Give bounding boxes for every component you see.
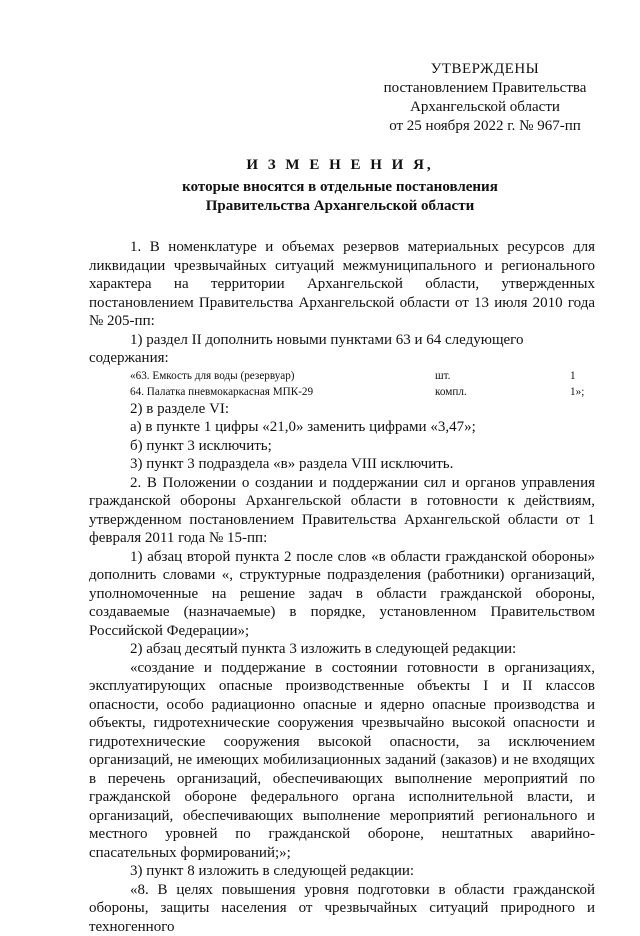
approval-title: УТВЕРЖДЕНЫ	[370, 60, 600, 79]
table-cell-unit: шт.	[435, 368, 570, 384]
approval-line: постановлением Правительства	[370, 79, 600, 98]
paragraph: 1) раздел II дополнить новыми пунктами 63 и 64 следующего содержания:	[89, 331, 595, 368]
resource-table	[89, 368, 595, 400]
paragraph: 3) пункт 8 изложить в следующей редакции:	[89, 862, 595, 881]
paragraph: 2) абзац десятый пункта 3 изложить в следующей редакции:	[89, 640, 595, 659]
table-cell-name: «63. Емкость для воды (резервуар)	[130, 368, 435, 384]
table-cell-name: 64. Палатка пневмокаркасная МПК-29	[130, 384, 435, 400]
quoted-paragraph: «8. В целях повышения уровня подготовки в области гражданской обороны, защиты населения от чрезвычайных ситуаций природного и техногенного	[89, 881, 595, 936]
paragraph: а) в пункте 1 цифры «21,0» заменить цифрами «3,47»;	[89, 418, 595, 437]
table-row	[89, 384, 595, 400]
approval-date: от 25 ноября 2022 г. № 967-пп	[370, 117, 600, 136]
document-body	[89, 238, 595, 936]
quoted-paragraph: «создание и поддержание в состоянии готовности в организациях, эксплуатирующих опасные производственные объекты I и II классов опасности, особо радиационно опасные и ядерно опасные производства и объекты, гидротехнические сооружения чрезвычайно высокой опасности и гидротехнические сооружения высокой опасности, за исключением организаций, не имеющих мобилизационных заданий (заказов) и не входящих в перечень организаций, обеспечивающих выполнение мероприятий по гражданской обороне федерального органа исполнительной власти, и организаций, обеспечивающих выполнение мероприятий регионального и местного уровней по гражданской обороне, нештатных аварийно-спасательных формирований;»;	[89, 659, 595, 863]
approval-block	[370, 60, 600, 136]
paragraph: 1. В номенклатуре и объемах резервов материальных ресурсов для ликвидации чрезвычайных ситуаций межмуниципального и регионального характера на территории Архангельской области, утвержденных постановлением Правительства Архангельской области от 13 июля 2010 года № 205-пп:	[89, 238, 595, 331]
paragraph: 3) пункт 3 подраздела «в» раздела VIII исключить.	[89, 455, 595, 474]
paragraph: 2) в разделе VI:	[89, 400, 595, 419]
document-title: И З М Е Н Е Н И Я,	[60, 157, 620, 174]
table-cell-qty: 1»;	[570, 384, 595, 400]
subtitle-line: которые вносятся в отдельные постановления	[60, 178, 620, 197]
paragraph: 2. В Положении о создании и поддержании сил и органов управления гражданской обороны Архангельской области в готовности к действиям, утвержденном постановлением Правительства Архангельской области от 1 февраля 2011 года № 15-пп:	[89, 474, 595, 548]
approval-line: Архангельской области	[370, 98, 600, 117]
table-cell-qty: 1	[570, 368, 595, 384]
paragraph: б) пункт 3 исключить;	[89, 437, 595, 456]
subtitle-line: Правительства Архангельской области	[60, 197, 620, 216]
table-cell-unit: компл.	[435, 384, 570, 400]
paragraph: 1) абзац второй пункта 2 после слов «в области гражданской обороны» дополнить словами «, структурные подразделения (работники) организаций, уполномоченные на решение задач в области гражданской обороны, создаваемые (назначаемые) в порядке, установленном Правительством Российской Федерации»;	[89, 548, 595, 641]
table-row	[89, 368, 595, 384]
document-subtitle	[60, 178, 620, 216]
